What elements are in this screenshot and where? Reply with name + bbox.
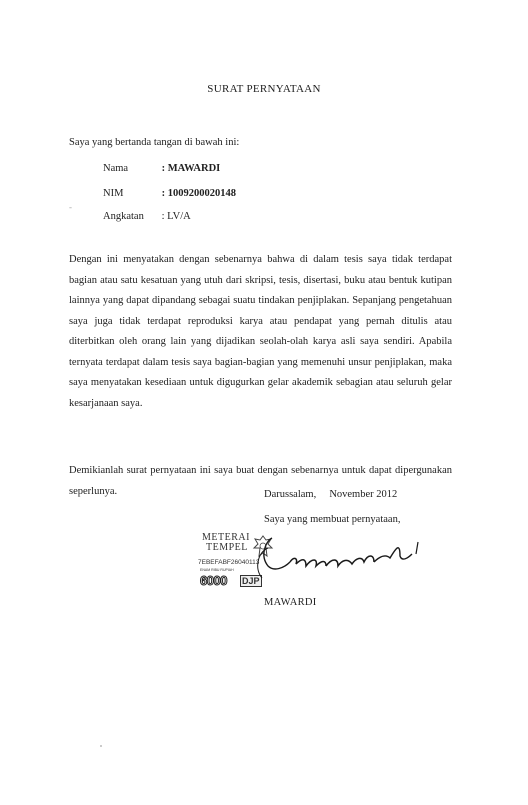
- intro-text: Saya yang bertanda tangan di bawah ini:: [69, 137, 240, 148]
- field-label: NIM: [103, 188, 124, 199]
- stamp-small-text: ENAM RIBU RUPIAH: [200, 568, 234, 572]
- field-label: Nama: [103, 163, 129, 174]
- field-value: : MAWARDI: [161, 163, 221, 174]
- stamp-title: METERAI: [202, 532, 250, 543]
- scan-speck: [100, 745, 102, 747]
- stamp-subtitle: TEMPEL: [206, 542, 248, 553]
- stamp-value: 6000: [200, 573, 227, 588]
- statement-body: [69, 250, 452, 414]
- stamp-badge: DJP: [242, 576, 260, 586]
- scan-mark: -: [69, 202, 72, 212]
- document-title: SURAT PERNYATAAN: [207, 83, 321, 95]
- field-nama: [103, 163, 220, 174]
- field-value: : LV/A: [161, 211, 191, 222]
- closing-paragraph: Demikianlah surat pernyataan ini saya buat dengan sebenarnya untuk dapat dipergunakan seperlunya.: [69, 465, 452, 497]
- signer-name: MAWARDI: [264, 597, 317, 608]
- field-label: Angkatan: [103, 211, 144, 222]
- statement-paragraph: Dengan ini menyatakan dengan sebenarnya bahwa di dalam tesis saya tidak terdapat bagian atau satu kesatuan yang utuh dari skripsi, tesis, disertasi, buku atau bentuk kutipan lainnya yang dapat dipandang sebagai suatu tindakan penjiplakan. Sepanjang pengetahuan saya juga tidak terdapat reproduksi karya atau pendapat yang pernah ditulis atau diterbitkan oleh orang lain yang dijadikan seolah-olah karya asli saya sendiri. Apabila ternyata terdapat dalam tesis saya bagian-bagian yang memenuhi unsur penjiplakan, maka saya menyatakan kesediaan untuk digugurkan gelar akademik sebagian atau seluruh gelar kesarjanaan saya.: [69, 254, 452, 409]
- field-nim: [103, 188, 236, 199]
- stamp-serial: 7EBEFABF26040113: [198, 559, 260, 566]
- field-value: : 1009200020148: [161, 188, 236, 199]
- field-angkatan: [103, 211, 191, 222]
- handwritten-signature: [250, 528, 450, 588]
- place-date: Darussalam, November 2012: [264, 489, 398, 500]
- maker-line: Saya yang membuat pernyataan,: [264, 514, 401, 525]
